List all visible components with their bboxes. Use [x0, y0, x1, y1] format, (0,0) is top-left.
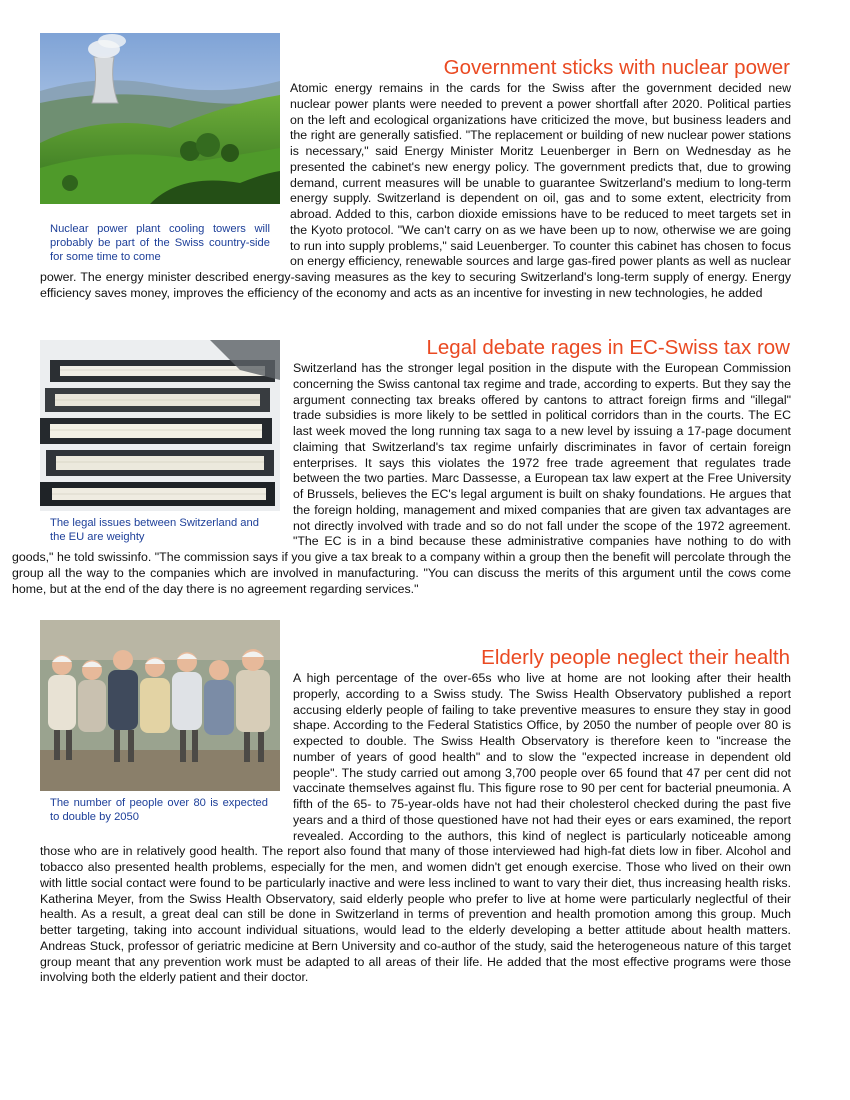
- article-body-nuclear: [40, 81, 791, 302]
- article-text-elderly: A high percentage of the over-65s who live at home are not looking after their health properly, according to a Swiss study. The Swiss Health Observatory published a report accusing elderly people of failing to take preventive measures to ensure they stay in good shape. According to the Federal Statistics Office, by 2050 the number of people over 80 is expected to double. The Swiss Health Observatory is therefore keen to "increase the number of years of good health" and to slow the "expected increase in dependent old people". The study carried out among 3,700 people over 65 found that 47 per cent did not vaccinate themselves against flu. This figure rose to 90 per cent for bacterial pneumonia. A fifth of the 65- to 75-year-olds have not had their cholesterol checked during the past five years and a third of those questioned have not had their eyes or ears examined, the report revealed. According to the authors, this kind of neglect is particularly noticeable among those who are in relatively good health. The report also found that many of those interviewed had high-fat diets low in fiber. Alcohol and tobacco also presented health problems, especially for the men, and women didn't get enough exercise. Those who lived on their own with little social contact were found to be particularly inactive and were less inclined to want to vary their diet, thus increasing health risks. Katherina Meyer, from the Swiss Health Observatory, said elderly people who prefer to live at home were particularly neglectful of their health. As a result, a great deal can still be done in Switzerland in terms of prevention and health promotion among this group. Much better targeting, taking into account individual situations, would lead to the elderly developing a better attitude about health matters. Andreas Stuck, professor of geriatric medicine at Bern University and co-author of the study, said the heterogeneous nature of this target group meant that any prevention work must be adapted to all areas of their life. He added that the most effective programs were those involving both the elderly patient and their doctor.: [40, 671, 791, 985]
- article-headline-elderly: Elderly people neglect their health: [481, 646, 790, 669]
- article-headline-tax: Legal debate rages in EC-Swiss tax row: [426, 336, 790, 359]
- article-text-nuclear: Atomic energy remains in the cards for the Swiss after the government decided new nuclear power plants were needed to prevent a power shortfall after 2020. Political parties on the left and ecological organizations have criticized the move, but business leaders and the right are generally satisfied. "The replacement or building of new nuclear power stations is necessary," said Energy Minister Moritz Leuenberger in Bern on Wednesday as he presented the cabinet's new energy policy. The government predicts that, due to growing demand, current measures will be unable to guarantee Switzerland's medium to long-term energy supply. Switzerland is dependent on oil, gas and to some extent, electricity from abroad. Added to this, carbon dioxide emissions have to be reduced to meet targets set in the Kyoto protocol. "We can't carry on as we have been up to now, otherwise we are going to run into supply problems," said Leuenberger. To counter this cabinet has chosen to focus on energy efficiency, renewable sources and large gas-fired power plants as well as nuclear power. The energy minister described energy-saving measures as the key to securing Switzerland's long-term supply of energy. Energy efficiency saves money, improves the efficiency of the economy and acts as an incentive for investing in new technologies, he added: [40, 81, 791, 300]
- binders-photo-caption: The legal issues between Switzerland and the EU are weighty: [50, 517, 259, 543]
- nuclear-photo-caption: Nuclear power plant cooling towers will probably be part of the Swiss country-side for some time to come: [50, 223, 270, 263]
- elderly-photo-caption: The number of people over 80 is expected to double by 2050: [50, 797, 268, 823]
- article-headline-nuclear: Government sticks with nuclear power: [443, 56, 790, 79]
- article-body-tax: [12, 361, 791, 597]
- article-text-tax: Switzerland has the stronger legal position in the dispute with the European Commission concerning the Swiss cantonal tax regime and trade, according to experts. But they say the argument connecting tax breaks offered by cantons to attract foreign firms and "illegal" trade subsidies is more likely to be settled in political corridors than in the courts. The EC last week moved the long running tax saga to a new level by issuing a 17-page document claiming that Switzerland's tax regime unfairly discriminates in favor of certain foreign enterprises. It says this violates the 1972 free trade agreement that regulates trade between the two parties. Marc Dassesse, a European tax law expert at the Free University of Brussels, believes the EC's legal argument is built on shaky foundations. He argues that the foreign holding, management and mixed companies that are given tax advantages are not directly involved with trade and so do not fall under the scope of the 1972 agreement. "The EC is in a bind because these administrative companies have nothing to do with goods," he told swissinfo. "The commission says if you give a tax break to a company within a group then the benefit will percolate through the group all the way to the companies which are involved in manufacturing. "You can discuss the merits of this argument until the cows come home, but at the end of the day there is no agreement regarding services.": [12, 361, 791, 596]
- article-body-elderly: [40, 671, 791, 986]
